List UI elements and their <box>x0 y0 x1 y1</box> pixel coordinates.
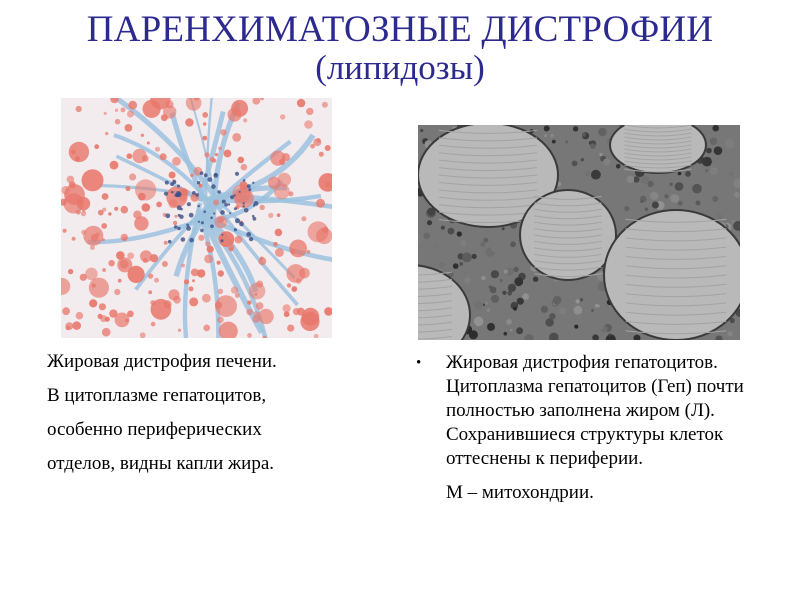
title-line-1: ПАРЕНХИМАТОЗНЫЕ ДИСТРОФИИ <box>86 9 714 50</box>
left-caption-line-3: особенно периферических <box>47 419 262 440</box>
left-caption-line-2: В цитоплазме гепатоцитов, <box>47 385 267 406</box>
right-note: М – митохондрии. <box>446 482 594 503</box>
histology-micrograph-liver-icon <box>61 98 332 338</box>
title-line-2: (липидозы) <box>315 48 485 87</box>
left-caption-line-4: отделов, видны капли жира. <box>47 453 275 474</box>
right-caption <box>416 351 766 505</box>
slide-title <box>0 8 800 90</box>
right-bullet-item <box>416 351 766 471</box>
electron-micrograph-hepatocyte-icon <box>418 125 740 340</box>
bullet-icon: • <box>416 355 422 371</box>
left-caption <box>47 350 377 486</box>
left-caption-line-1: Жировая дистрофия печени. <box>47 351 277 372</box>
liver-histology-image <box>61 98 332 338</box>
hepatocyte-electron-micrograph <box>418 125 740 340</box>
right-bullet-text: Жировая дистрофия гепатоцитов. Цитоплазма гепатоцитов (Геп) почти полностью заполнена жиром (Л). Сохранившиеся структуры клеток оттеснены к периферии. <box>446 352 744 469</box>
